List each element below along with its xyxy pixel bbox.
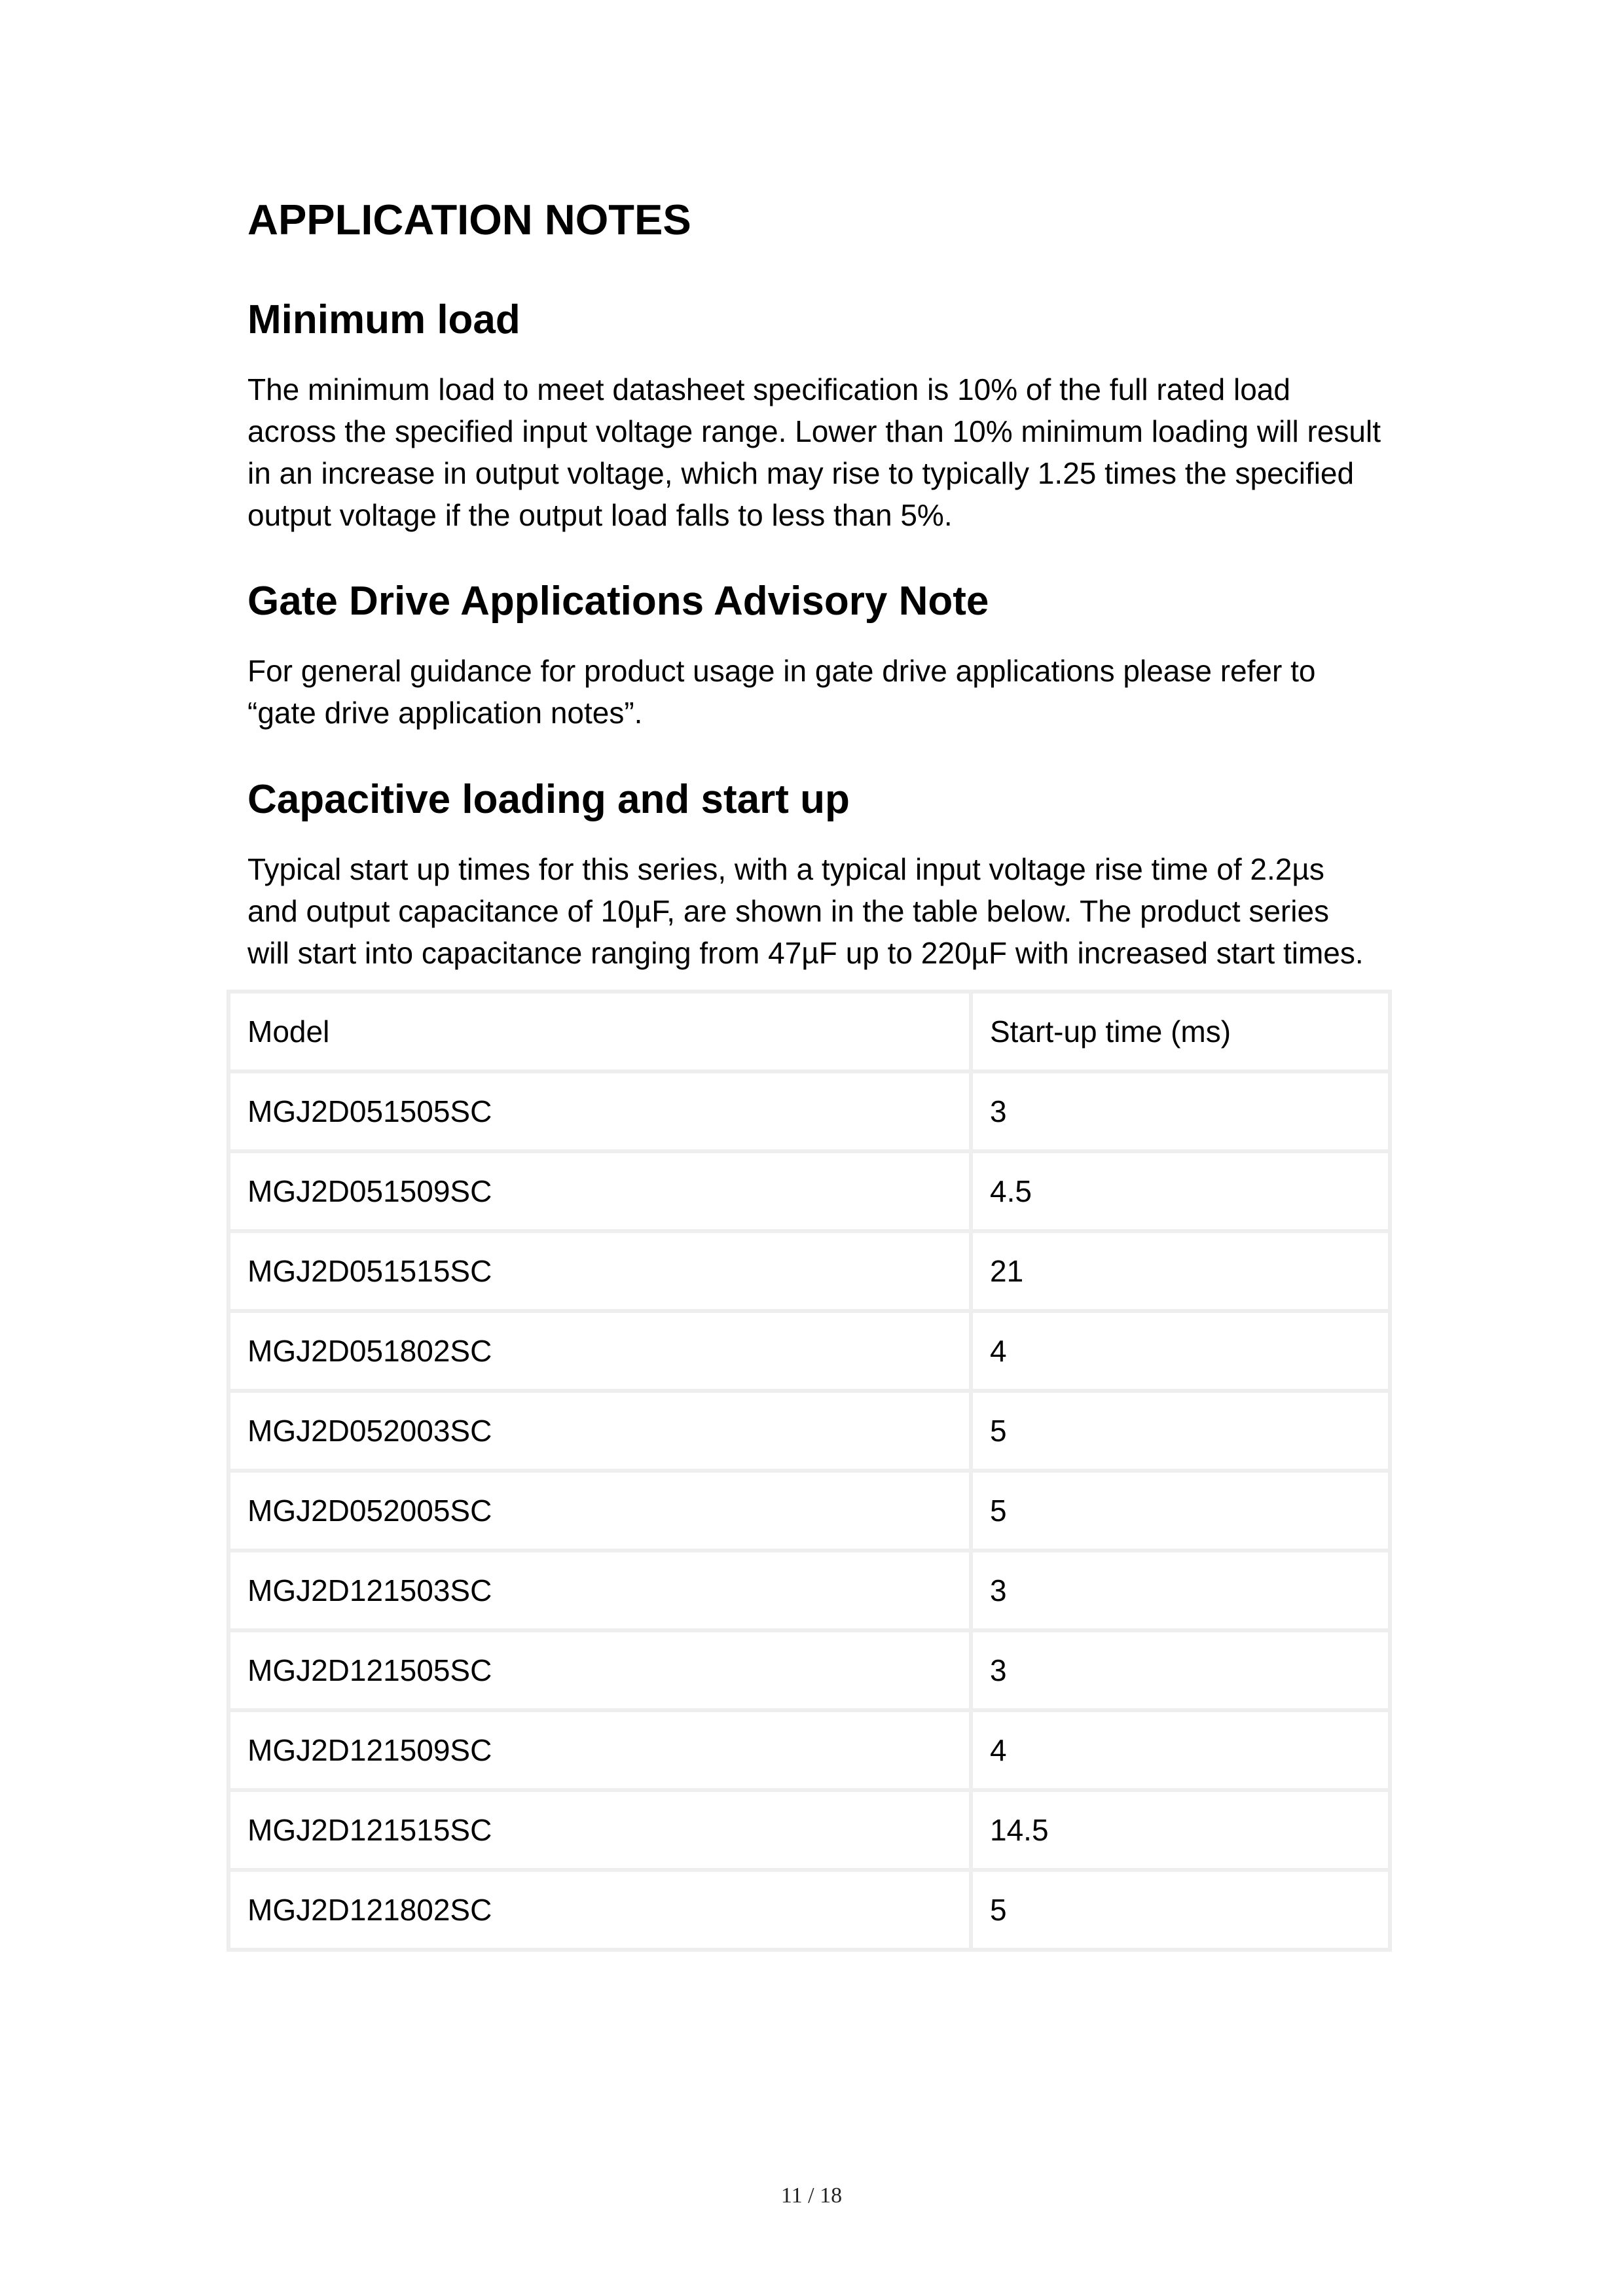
startup-time-cell: 14.5 [971,1790,1390,1870]
model-cell: MGJ2D052003SC [228,1391,971,1471]
table-row [228,1630,1390,1710]
startup-time-cell: 4 [971,1311,1390,1391]
table-row [228,1870,1390,1950]
startup-time-cell: 3 [971,1630,1390,1710]
startup-time-cell: 4.5 [971,1151,1390,1231]
heading-gate-drive: Gate Drive Applications Advisory Note [247,579,989,624]
heading-capacitive-loading: Capacitive loading and start up [247,777,850,822]
table-row [228,1710,1390,1790]
startup-time-cell: 5 [971,1391,1390,1471]
model-cell: MGJ2D121509SC [228,1710,971,1790]
paragraph-line: across the specified input voltage range. Lower than 10% minimum loading will result [247,414,1381,448]
heading-minimum-load: Minimum load [247,297,520,342]
table-header-row [228,992,1390,1071]
paragraph-minimum-load [247,368,1381,536]
paragraph-line: output voltage if the output load falls to less than 5%. [247,498,953,532]
model-cell: MGJ2D051509SC [228,1151,971,1231]
startup-time-cell: 4 [971,1710,1390,1790]
startup-time-cell: 3 [971,1071,1390,1151]
paragraph-line: The minimum load to meet datasheet specification is 10% of the full rated load [247,372,1290,406]
column-header-startup-time: Start-up time (ms) [971,992,1390,1071]
page-title: APPLICATION NOTES [247,196,691,243]
paragraph-line: and output capacitance of 10µF, are shown in the table below. The product series [247,894,1330,928]
page-number: 11 / 18 [780,2183,843,2208]
model-cell: MGJ2D121503SC [228,1551,971,1630]
paragraph-line: will start into capacitance ranging from 47µF up to 220µF with increased start times. [247,936,1364,970]
paragraph-capacitive-loading [247,848,1364,974]
table-row [228,1551,1390,1630]
table-row [228,1151,1390,1231]
model-cell: MGJ2D121802SC [228,1870,971,1950]
startup-time-cell: 3 [971,1551,1390,1630]
table-row [228,1231,1390,1311]
paragraph-line: in an increase in output voltage, which may rise to typically 1.25 times the specified [247,456,1355,490]
startup-time-table [227,990,1392,1952]
paragraph-gate-drive [247,650,1315,734]
model-cell: MGJ2D052005SC [228,1471,971,1551]
table-row [228,1471,1390,1551]
model-cell: MGJ2D051802SC [228,1311,971,1391]
model-cell: MGJ2D051515SC [228,1231,971,1311]
startup-time-cell: 5 [971,1870,1390,1950]
paragraph-line: For general guidance for product usage in gate drive applications please refer to [247,654,1316,688]
model-cell: MGJ2D121505SC [228,1630,971,1710]
model-cell: MGJ2D121515SC [228,1790,971,1870]
startup-time-cell: 21 [971,1231,1390,1311]
startup-time-cell: 5 [971,1471,1390,1551]
table-row [228,1071,1390,1151]
paragraph-line: Typical start up times for this series, with a typical input voltage rise time of 2.2µs [247,852,1324,886]
model-cell: MGJ2D051505SC [228,1071,971,1151]
table-row [228,1790,1390,1870]
table-row [228,1391,1390,1471]
column-header-model: Model [228,992,971,1071]
paragraph-line: “gate drive application notes”. [247,696,643,730]
table-row [228,1311,1390,1391]
